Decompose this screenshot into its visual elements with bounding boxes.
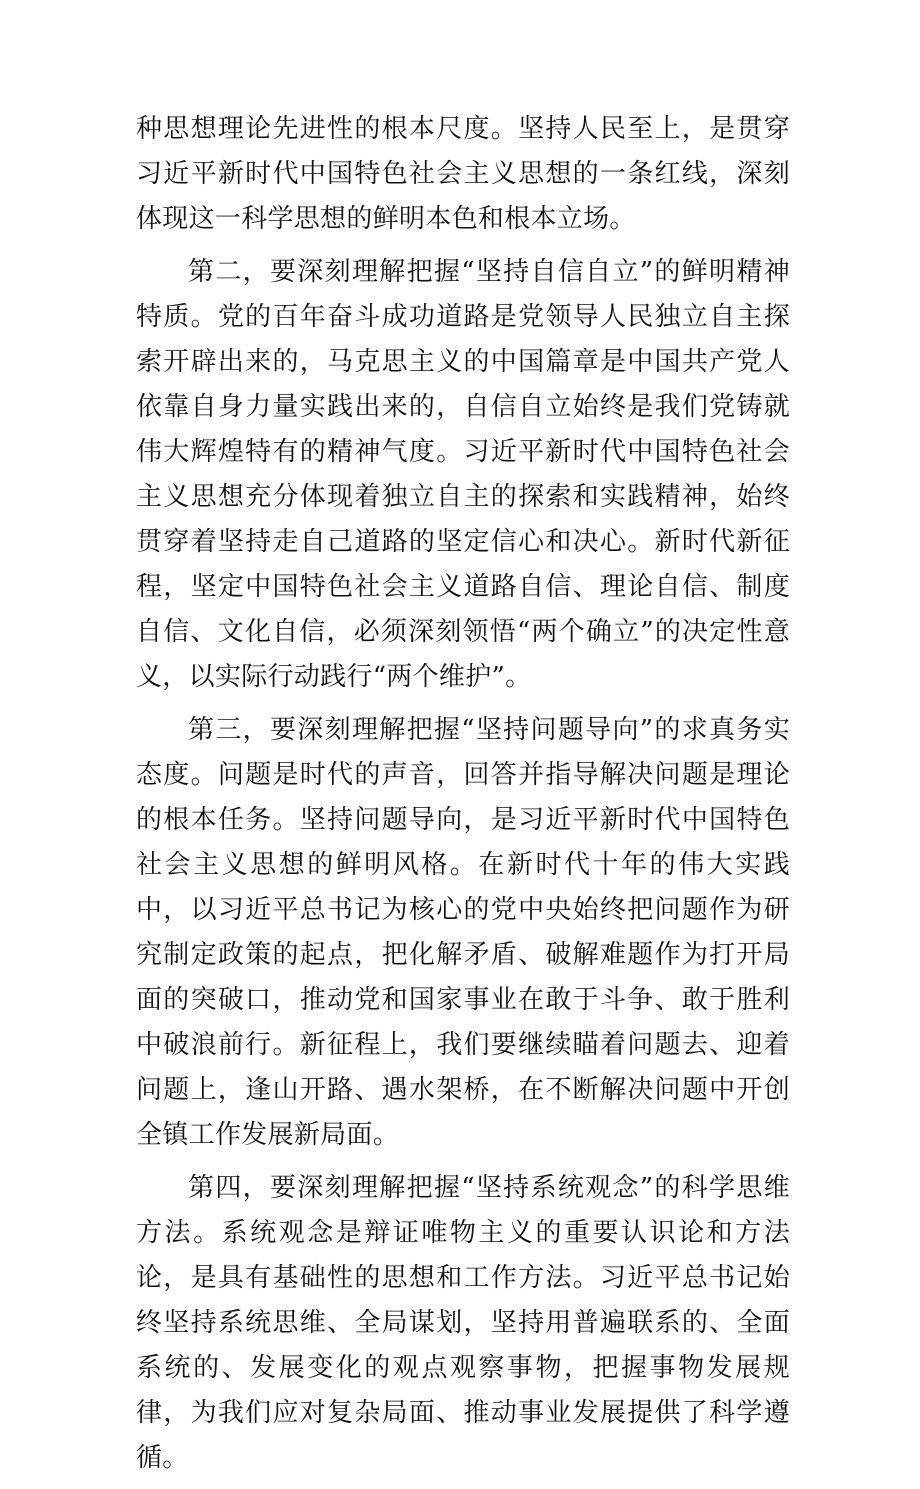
paragraph-fourth: 第四，要深刻理解把握“坚持系统观念”的科学思维方法。系统观念是辩证唯物主义的重要认识论和方法论，是具有基础性的思想和工作方法。习近平总书记始终坚持系统思维、全局谋划，坚持用普遍联系的、全面系统的、发展变化的观点观察事物，把握事物发展规律，为我们应对复杂局面、推动事业发展提供了科学遵循。 <box>136 1173 790 1473</box>
paragraph-second: 第二，要深刻理解把握“坚持自信自立”的鲜明精神特质。党的百年奋斗成功道路是党领导人民独立自主探索开辟出来的，马克思主义的中国篇章是中国共产党人依靠自身力量实践出来的，自信自立始终是我们党铸就伟大辉煌特有的精神气度。习近平新时代中国特色社会主义思想充分体现着独立自主的探索和实践精神，始终贯穿着坚持走自己道路的坚定信心和决心。新时代新征程，坚定中国特色社会主义道路自信、理论自信、制度自信、文化自信，必须深刻领悟“两个确立”的决定性意义，以实际行动践行“两个维护”。 <box>136 257 790 692</box>
document-body <box>136 107 790 1489</box>
paragraph-third: 第三，要深刻理解把握“坚持问题导向”的求真务实态度。问题是时代的声音，回答并指导解决问题是理论的根本任务。坚持问题导向，是习近平新时代中国特色社会主义思想的鲜明风格。在新时代十年的伟大实践中，以习近平总书记为核心的党中央始终把问题作为研究制定政策的起点，把化解矛盾、破解难题作为打开局面的突破口，推动党和国家事业在敢于斗争、敢于胜利中破浪前行。新征程上，我们要继续瞄着问题去、迎着问题上，逢山开路、遇水架桥，在不断解决问题中开创全镇工作发展新局面。 <box>136 715 790 1150</box>
paragraph-continuation: 种思想理论先进性的根本尺度。坚持人民至上，是贯穿习近平新时代中国特色社会主义思想的一条红线，深刻体现这一科学思想的鲜明本色和根本立场。 <box>136 114 790 234</box>
